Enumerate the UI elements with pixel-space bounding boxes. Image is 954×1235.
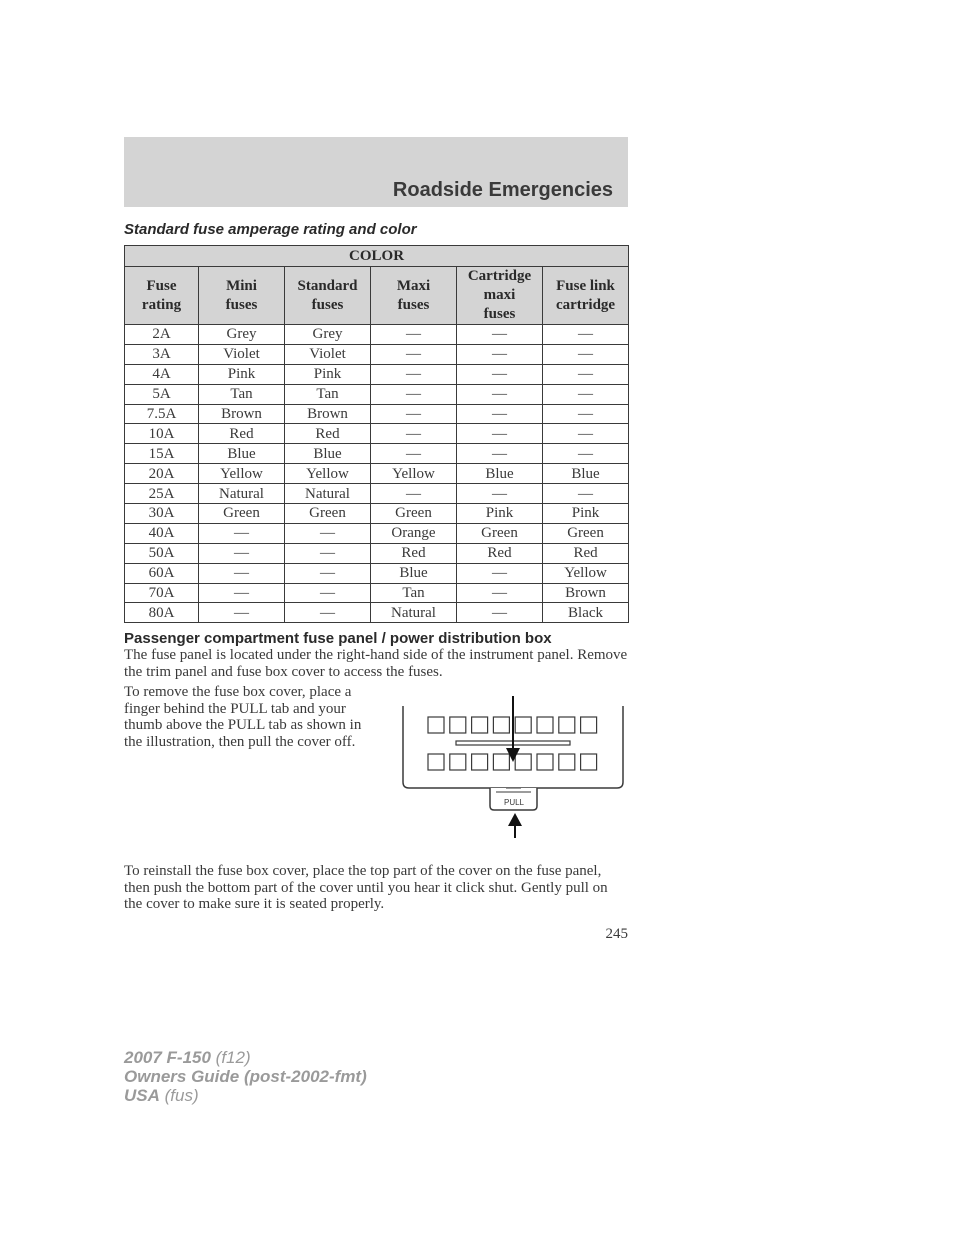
fuse-rating-cell: 5A xyxy=(125,384,199,404)
color-cell: Brown xyxy=(199,404,285,424)
fuse-slot xyxy=(559,717,575,733)
column-header xyxy=(371,267,457,325)
color-cell: — xyxy=(457,603,543,623)
color-cell: Yellow xyxy=(371,464,457,484)
color-cell: — xyxy=(457,444,543,464)
column-header-line: fuses xyxy=(311,296,344,313)
fuse-slot xyxy=(537,754,553,770)
fuse-slot xyxy=(537,717,553,733)
color-cell: Orange xyxy=(371,523,457,543)
color-cell: — xyxy=(543,364,629,384)
column-header-line: Mini xyxy=(226,277,257,294)
table-row xyxy=(125,344,629,364)
color-cell: — xyxy=(457,384,543,404)
color-cell: Black xyxy=(543,603,629,623)
color-cell: — xyxy=(543,444,629,464)
footer xyxy=(124,1048,367,1105)
color-cell: Green xyxy=(199,504,285,524)
color-cell: — xyxy=(543,344,629,364)
subsection-title: Passenger compartment fuse panel / power distribution box xyxy=(124,630,552,647)
column-header-line: maxi xyxy=(483,287,516,303)
page-number: 245 xyxy=(605,926,628,942)
table-row xyxy=(125,504,629,524)
color-cell: Natural xyxy=(285,484,371,504)
color-cell: — xyxy=(457,325,543,345)
fuse-slot xyxy=(559,754,575,770)
fuse-slot xyxy=(472,754,488,770)
fuse-slot xyxy=(515,717,531,733)
color-cell: — xyxy=(457,404,543,424)
fuse-rating-cell: 10A xyxy=(125,424,199,444)
color-cell: Tan xyxy=(285,384,371,404)
fuse-slot xyxy=(581,717,597,733)
arrow-up-icon xyxy=(508,813,522,826)
fuse-slot xyxy=(493,717,509,733)
color-cell: Red xyxy=(371,543,457,563)
color-group-header: COLOR xyxy=(125,246,629,267)
footer-market: USA xyxy=(124,1086,160,1105)
paragraph-reinstall-cover: To reinstall the fuse box cover, place the top part of the cover on the fuse panel, then push the bottom part of the cover until you hear it click shut. Gently pull on the cover to make sure it is seated properly. xyxy=(124,863,608,912)
column-header-line: fuses xyxy=(397,296,430,313)
color-cell: — xyxy=(371,404,457,424)
table-row xyxy=(125,484,629,504)
fuse-slot xyxy=(581,754,597,770)
fuse-rating-cell: 40A xyxy=(125,523,199,543)
color-cell: Brown xyxy=(285,404,371,424)
table-row xyxy=(125,464,629,484)
color-cell: — xyxy=(199,583,285,603)
color-cell: Grey xyxy=(285,325,371,345)
color-cell: — xyxy=(285,583,371,603)
fuse-rating-cell: 20A xyxy=(125,464,199,484)
section-title: Standard fuse amperage rating and color xyxy=(124,221,417,238)
color-cell: — xyxy=(199,563,285,583)
color-cell: — xyxy=(543,325,629,345)
table-row xyxy=(125,523,629,543)
color-cell: Blue xyxy=(199,444,285,464)
fuse-box-illustration xyxy=(398,692,628,842)
fuse-rating-cell: 30A xyxy=(125,504,199,524)
color-cell: Pink xyxy=(457,504,543,524)
color-cell: Pink xyxy=(285,364,371,384)
column-header xyxy=(199,267,285,325)
fuse-rating-cell: 25A xyxy=(125,484,199,504)
fuse-rating-cell: 50A xyxy=(125,543,199,563)
color-cell: Red xyxy=(543,543,629,563)
color-cell: Green xyxy=(543,523,629,543)
footer-model: 2007 F-150 xyxy=(124,1048,211,1067)
color-cell: — xyxy=(371,384,457,404)
fuse-rating-cell: 2A xyxy=(125,325,199,345)
color-cell: Pink xyxy=(199,364,285,384)
fuse-rating-cell: 60A xyxy=(125,563,199,583)
fuse-slot xyxy=(472,717,488,733)
table-row xyxy=(125,364,629,384)
table-row xyxy=(125,384,629,404)
fuse-rating-cell: 7.5A xyxy=(125,404,199,424)
color-cell: — xyxy=(371,444,457,464)
arrow-down-icon xyxy=(506,748,520,762)
color-cell: Tan xyxy=(199,384,285,404)
column-header-row xyxy=(125,267,629,325)
color-cell: Yellow xyxy=(285,464,371,484)
color-cell: Green xyxy=(371,504,457,524)
color-cell: Green xyxy=(457,523,543,543)
page-title: Roadside Emergencies xyxy=(392,179,613,201)
color-cell: — xyxy=(371,364,457,384)
color-cell: Yellow xyxy=(199,464,285,484)
color-cell: — xyxy=(285,523,371,543)
table-row xyxy=(125,563,629,583)
color-cell: — xyxy=(371,344,457,364)
color-cell: Blue xyxy=(285,444,371,464)
column-header xyxy=(457,267,543,325)
color-cell: Grey xyxy=(199,325,285,345)
footer-guide: Owners Guide (post-2002-fmt) xyxy=(124,1067,367,1086)
color-cell: — xyxy=(457,424,543,444)
color-cell: — xyxy=(199,543,285,563)
color-cell: — xyxy=(457,583,543,603)
column-header-line: fuses xyxy=(483,306,516,322)
color-cell: Blue xyxy=(457,464,543,484)
column-header-line: Maxi xyxy=(396,277,431,294)
color-cell: — xyxy=(199,523,285,543)
fuse-rating-cell: 70A xyxy=(125,583,199,603)
color-cell: Yellow xyxy=(543,563,629,583)
column-header-line: Standard xyxy=(297,277,358,294)
color-cell: — xyxy=(457,344,543,364)
fuse-rating-cell: 15A xyxy=(125,444,199,464)
fuse-slot xyxy=(493,754,509,770)
table-row xyxy=(125,325,629,345)
column-header xyxy=(285,267,371,325)
pull-tab-label: PULL xyxy=(503,798,525,807)
table-row xyxy=(125,424,629,444)
color-cell: — xyxy=(199,603,285,623)
column-header xyxy=(125,267,199,325)
color-cell: Red xyxy=(285,424,371,444)
color-cell: — xyxy=(543,424,629,444)
color-cell: Green xyxy=(285,504,371,524)
color-cell: Red xyxy=(457,543,543,563)
column-header-line: fuses xyxy=(225,296,258,313)
color-cell: — xyxy=(543,484,629,504)
color-cell: Natural xyxy=(199,484,285,504)
color-cell: — xyxy=(285,603,371,623)
paragraph-remove-cover: To remove the fuse box cover, place a finger behind the PULL tab and your thumb above the PULL tab as shown in the illustration, then pull the cover off. xyxy=(124,684,362,750)
table-row xyxy=(125,444,629,464)
header-band xyxy=(124,137,628,207)
fuse-slot xyxy=(428,754,444,770)
color-cell: — xyxy=(457,364,543,384)
paragraph-location: The fuse panel is located under the right-hand side of the instrument panel. Remove the trim panel and fuse box cover to access the fuses. xyxy=(124,647,628,680)
color-cell: Brown xyxy=(543,583,629,603)
table-row xyxy=(125,543,629,563)
color-cell: — xyxy=(285,563,371,583)
table-row xyxy=(125,404,629,424)
fuse-rating-cell: 3A xyxy=(125,344,199,364)
column-header-line: Fuse xyxy=(146,277,177,294)
color-cell: — xyxy=(457,563,543,583)
column-header-line: Fuse link xyxy=(556,277,615,294)
color-cell: Blue xyxy=(371,563,457,583)
column-header-line: Cartridge xyxy=(467,268,532,284)
fuse-slot xyxy=(515,754,531,770)
table-row xyxy=(125,583,629,603)
footer-market-code: (fus) xyxy=(159,1086,199,1105)
color-cell: — xyxy=(285,543,371,563)
color-cell: Tan xyxy=(371,583,457,603)
color-cell: — xyxy=(543,404,629,424)
column-header xyxy=(543,267,629,325)
color-cell: — xyxy=(457,484,543,504)
color-cell: Red xyxy=(199,424,285,444)
color-cell: — xyxy=(371,325,457,345)
color-cell: Pink xyxy=(543,504,629,524)
color-cell: Blue xyxy=(543,464,629,484)
color-cell: — xyxy=(371,424,457,444)
color-cell: Natural xyxy=(371,603,457,623)
fuse-table-body xyxy=(125,325,629,623)
fuse-slot xyxy=(450,754,466,770)
fuse-table xyxy=(124,245,629,623)
fuse-slot xyxy=(428,717,444,733)
column-header-line: cartridge xyxy=(555,296,616,313)
column-header-line: rating xyxy=(141,296,182,313)
color-cell: Violet xyxy=(199,344,285,364)
table-row xyxy=(125,603,629,623)
fuse-rating-cell: 80A xyxy=(125,603,199,623)
color-cell: Violet xyxy=(285,344,371,364)
fuse-slot xyxy=(450,717,466,733)
footer-model-code: (f12) xyxy=(210,1048,251,1067)
color-cell: — xyxy=(371,484,457,504)
fuse-rating-cell: 4A xyxy=(125,364,199,384)
color-cell: — xyxy=(543,384,629,404)
